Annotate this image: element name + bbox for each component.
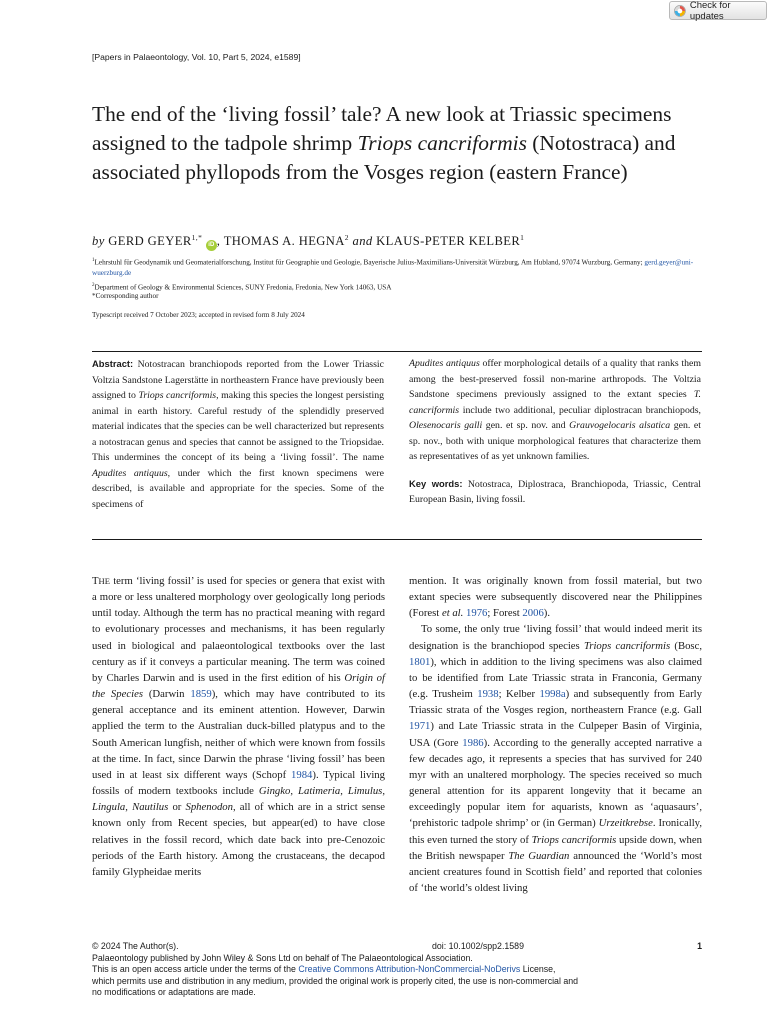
citation-link[interactable]: 1984 xyxy=(291,768,313,781)
license-line: This is an open access article under the terms of the Creative Commons Attribution-NonCommercial-NoDerivs License, xyxy=(92,964,556,975)
doi[interactable]: doi: 10.1002/spp2.1589 xyxy=(432,941,524,951)
intro-paragraph: THE term ‘living fossil’ is used for species or genera that exist with a more or less unaltered morphology over geologically long periods until today. Although the term has no practical meaning with regard to evolutionary processes and mechanisms, it has been regularly used in biological and palaeontological textbooks over the last century as if it conveys a particular meaning. The term was coined by Charles Darwin and is used in the first edition of his Origin of the Species (Darwin 1859), which may have contributed to its general acceptance and its eminent attention. However, Darwin applied the term to the Australian duck-billed platypus and to the South American lungfish, neither of which were known from fossils at the time. In fact, since Darwin the phrase ‘living fossil’ has been used in at least six different ways (Schopf 1984). Typical living fossils of modern textbooks include Gingko, Latimeria, Limulus, Lingula, Nautilus or Sphenodon, all of which are in a strict sense known only from Recent species, but appear(ed) to have close relatives in the fossil record, which date back into pre-Cenozoic periods of the Earth history. Among the crustaceans, the decapod family Glypheidae merits xyxy=(92,575,386,878)
journal-citation: [Papers in Palaeontology, Vol. 10, Part 5, 2024, e1589] xyxy=(92,52,301,62)
orcid-icon[interactable]: iD xyxy=(206,240,217,251)
received-dates: Typescript received 7 October 2023; accepted in revised form 8 July 2024 xyxy=(92,311,305,319)
check-for-updates-button[interactable] xyxy=(669,1,767,20)
license-terms-line: which permits use and distribution in any medium, provided the original work is properly cited, the use is non-commercial and xyxy=(92,975,579,986)
author-2[interactable]: THOMAS A. HEGNA xyxy=(223,234,345,248)
abstract-left-column: Abstract: Notostracan branchiopods reported from the Lower Triassic Voltzia Sandstone Lagerstätte in northeastern France have previously been assigned to Triops cancriformis, making this species the longest persisting animal in earth history. Careful restudy of the splendidly preserved material indicates that the species can be well characterized but represents a notostracan genus and species that cannot be assigned to the Triopsidae. This undermines the concept of its being a ‘living fossil’. The name Apudites antiquus, under which the first known specimens were described, is available and appropriate for the species. Some of the specimens of xyxy=(92,358,385,510)
citation-link[interactable]: 2006 xyxy=(522,607,544,620)
affiliation-1: $^1$Lehrstuhl für Geodynamik und Geomaterialforschung, Institut für Geographie und Geologie, Bayerische Julius-Maximilians-Universität Würzburg, Am Hubland, 97074 Wurzburg, Germany; gerd.geyer@uni-wuerzburg.de xyxy=(92,258,694,278)
affiliation-2: $^2$Department of Geology & Environmental Sciences, SUNY Fredonia, Fredonia, New York 14063, USA xyxy=(92,283,392,292)
citation-link[interactable]: 1938 xyxy=(477,688,499,701)
check-for-updates-label: Check for updates xyxy=(689,0,731,22)
license-link[interactable]: Creative Commons Attribution-NonCommercial-NoDerivs xyxy=(298,964,521,975)
citation-link[interactable]: 1859 xyxy=(190,688,212,701)
citation-link[interactable]: 1986 xyxy=(462,736,484,749)
copyright-notice: © 2024 The Author(s). xyxy=(92,941,179,951)
citation-link[interactable]: 1976 xyxy=(466,607,488,620)
abstract-top-rule xyxy=(92,351,702,352)
citation-link[interactable]: 1998a xyxy=(539,688,566,701)
body-left-column xyxy=(92,573,385,880)
abstract-right-column: Apudites antiquus offer morphological details of a quality that ranks them among the best-preserved fossil non-marine arthropods. The Voltzia Sandstone specimens previously assigned to the extant species T. cancriformis include two additional, peculiar diplostracan branchiopods, Olesenocaris galli gen. et sp. nov. and Grauvogelocaris alsatica gen. et sp. nov., both with unique morphological features that characterize them as representatives of as yet unknown families. Key words: Notostraca, Diplostraca, Branchiopoda, Triassic, Central European Basin, living fossil. xyxy=(409,356,701,508)
abstract-label: Abstract: xyxy=(92,358,134,369)
author-3[interactable]: KLAUS-PETER KELBER xyxy=(376,234,521,248)
crossmark-icon xyxy=(674,5,686,17)
citation-link[interactable]: 1801 xyxy=(409,655,431,668)
publisher-line: Palaeontology published by John Wiley & Sons Ltd on behalf of The Palaeontological Association. xyxy=(92,952,473,963)
keywords: Key words: Notostraca, Diplostraca, Branchiopoda, Triassic, Central European Basin, living fossil. xyxy=(409,477,701,505)
body-right-column xyxy=(409,573,702,896)
author-email-link[interactable]: gerd.geyer@uni-wuerzburg.de xyxy=(92,258,694,278)
paragraph: To some, the only true ‘living fossil’ that would indeed merit its designation is the branchiopod species Triops cancriformis (Bosc, 1801), which in addition to the living specimens was also claimed to be identified from Late Triassic strata in Franconia, Germany (e.g. Trusheim 1938; Kelber 1998a) and subsequently from Early Triassic strata of the Vosges region, northeastern France (e.g. Gall 1971) and Late Triassic strata in the Culpeper Basin of Virginia, USA (Gore 1986). According to the generally accepted narrative a few decades ago, it represents a species that has survived for 240 myr with an unaltered morphology. The species received so much general attention for its apparent longevity that it became an exceedingly popular item for aquarists, known as ‘aquasaurs’, ‘prehistoric tadpole shrimp’ or (in German) Urzeitkrebse. Ironically, this even turned the story of Triops cancriformis upside down, when the British newspaper The Guardian announced the ‘World’s most ancient creatures found in Scottish field’ and reported that colonies of ‘the world’s oldest living xyxy=(409,623,703,894)
footer xyxy=(92,941,702,999)
author-line: by GERD $GEYER^{1,*}$ iD , THOMAS A. HEGNA$^2$ and KLAUS-PETER KELBER$^1$ xyxy=(92,233,524,251)
page-number: 1 xyxy=(697,941,702,951)
citation-link[interactable]: 1971 xyxy=(409,720,431,733)
author-1[interactable]: GERD GEYER xyxy=(108,234,192,248)
paragraph: mention. It was originally known from fossil material, but two extant species were subsequently discovered near the Philippines (Forest et al. 1976; Forest 2006). xyxy=(409,575,702,620)
corresponding-author-note: *Corresponding author xyxy=(92,292,159,300)
article-title: The end of the ‘living fossil’ tale? A new look at Triassic specimens assigned to the tadpole shrimp Triops cancriformis (Notostraca) and associated phyllopods from the Vosges region (eastern France) xyxy=(92,102,676,184)
abstract-bottom-rule xyxy=(92,539,702,540)
license-terms-line-2: no modifications or adaptations are made. xyxy=(92,987,256,998)
